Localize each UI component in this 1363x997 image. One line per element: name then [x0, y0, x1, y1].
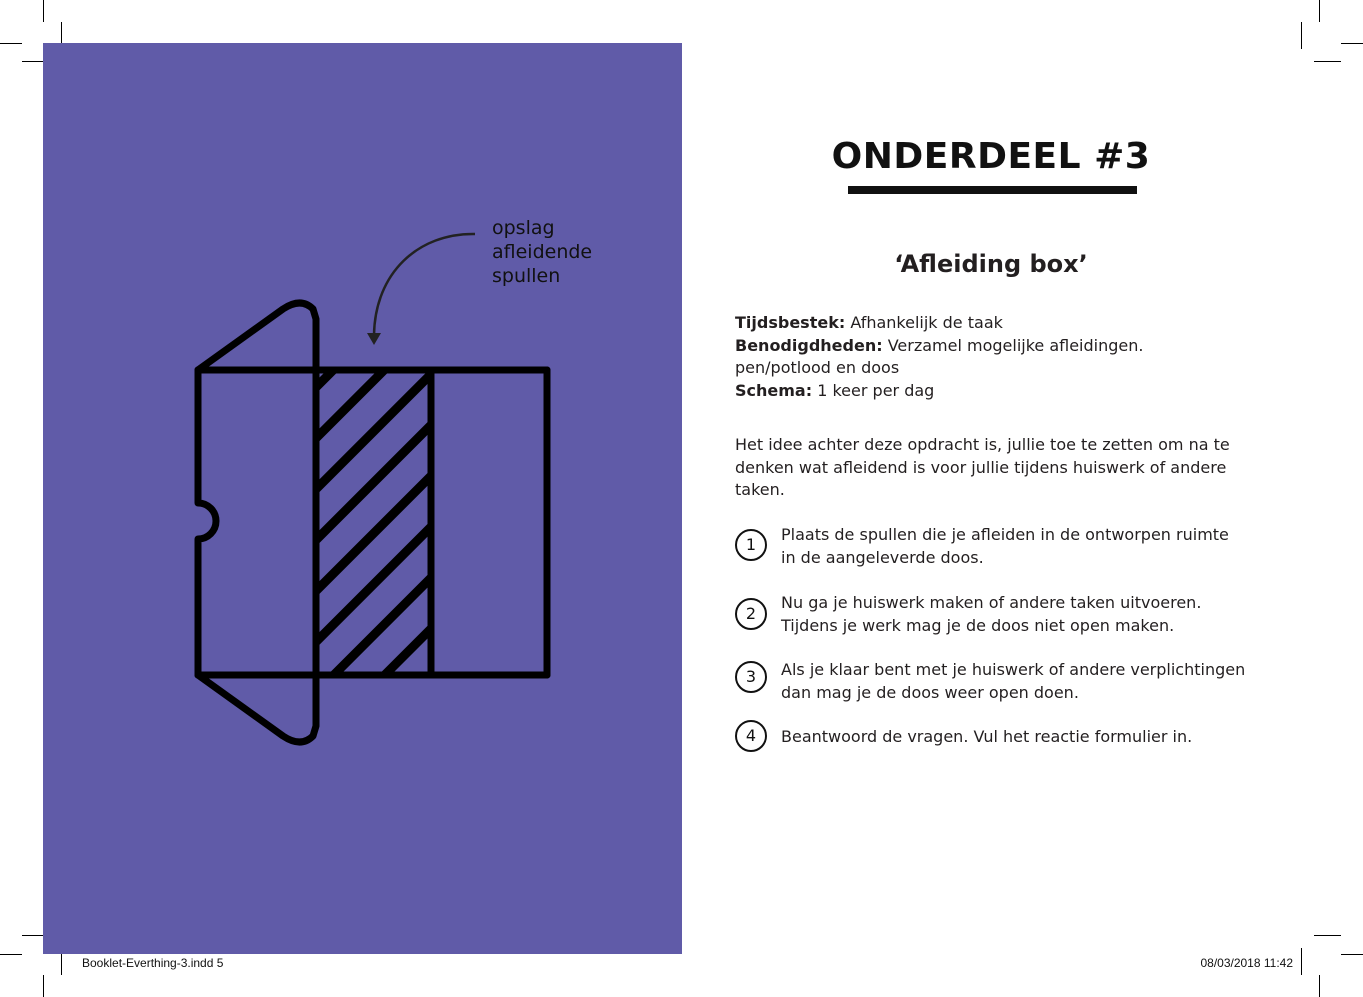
callout-label	[492, 216, 592, 288]
materials-value: Verzamel mogelijke afleidingen.	[887, 335, 1144, 355]
arrow-head-icon	[367, 333, 381, 345]
footer-filename: Booklet-Everthing-3.indd 5	[82, 956, 224, 970]
schedule-row	[735, 380, 1255, 403]
crop-mark	[1341, 43, 1363, 44]
title-underline	[848, 186, 1137, 194]
crop-mark	[0, 43, 22, 44]
step-number-badge: 2	[735, 598, 767, 630]
callout-line: afleidende	[492, 241, 593, 263]
callout-arrow	[374, 234, 475, 335]
step-number-badge: 3	[735, 661, 767, 693]
crop-mark	[1319, 975, 1320, 997]
step-text: Nu ga je huiswerk maken of andere taken uitvoeren. Tijdens je werk mag je de doos niet open maken.	[781, 593, 1202, 635]
duration-label: Tijdsbestek:	[735, 313, 846, 332]
duration-row	[735, 312, 1255, 335]
step-number-badge: 4	[735, 720, 767, 752]
schedule-label: Schema:	[735, 380, 813, 400]
step-text: Als je klaar bent met je huiswerk of andere verplichtingen dan mag je de doos weer open doen.	[781, 660, 1246, 702]
illustration-panel	[43, 43, 682, 954]
storage-compartment	[316, 370, 431, 675]
bottom-flap	[198, 675, 316, 742]
box-left-edge	[198, 370, 216, 675]
crop-mark	[1301, 948, 1302, 975]
step-text: Plaats de spullen die je afleiden in de ontworpen ruimte in de aangeleverde doos.	[781, 525, 1229, 567]
page-subtitle: ‘Afleiding box’	[894, 250, 1088, 278]
step-number-badge: 1	[735, 529, 767, 561]
crop-mark	[43, 975, 44, 997]
footer-datetime: 08/03/2018 11:42	[1200, 956, 1293, 970]
schedule-value: 1 keer per dag	[817, 380, 935, 400]
crop-mark	[1314, 935, 1341, 936]
crop-mark	[1319, 0, 1320, 22]
step-text: Beantwoord de vragen. Vul het reactie formulier in.	[781, 727, 1193, 746]
materials-row-2: pen/potlood en doos	[735, 358, 900, 377]
crop-mark	[1314, 61, 1341, 62]
assignment-meta	[735, 312, 1255, 402]
materials-label: Benodigdheden:	[735, 335, 883, 355]
crop-mark	[0, 954, 22, 955]
page-title: ONDERDEEL #3	[831, 136, 1151, 177]
box-diagram	[43, 43, 682, 954]
materials-row	[735, 335, 1255, 358]
callout-line: spullen	[492, 265, 561, 287]
top-flap	[198, 303, 316, 675]
intro-paragraph: Het idee achter deze opdracht is, jullie toe te zetten om na te denken wat afleidend is voor jullie tijdens huiswerk of andere taken.	[735, 435, 1230, 499]
crop-mark	[1301, 22, 1302, 49]
crop-mark	[1341, 954, 1363, 955]
callout-line: opslag	[492, 217, 555, 239]
crop-mark	[43, 0, 44, 22]
duration-value: Afhankelijk de taak	[850, 313, 1003, 332]
